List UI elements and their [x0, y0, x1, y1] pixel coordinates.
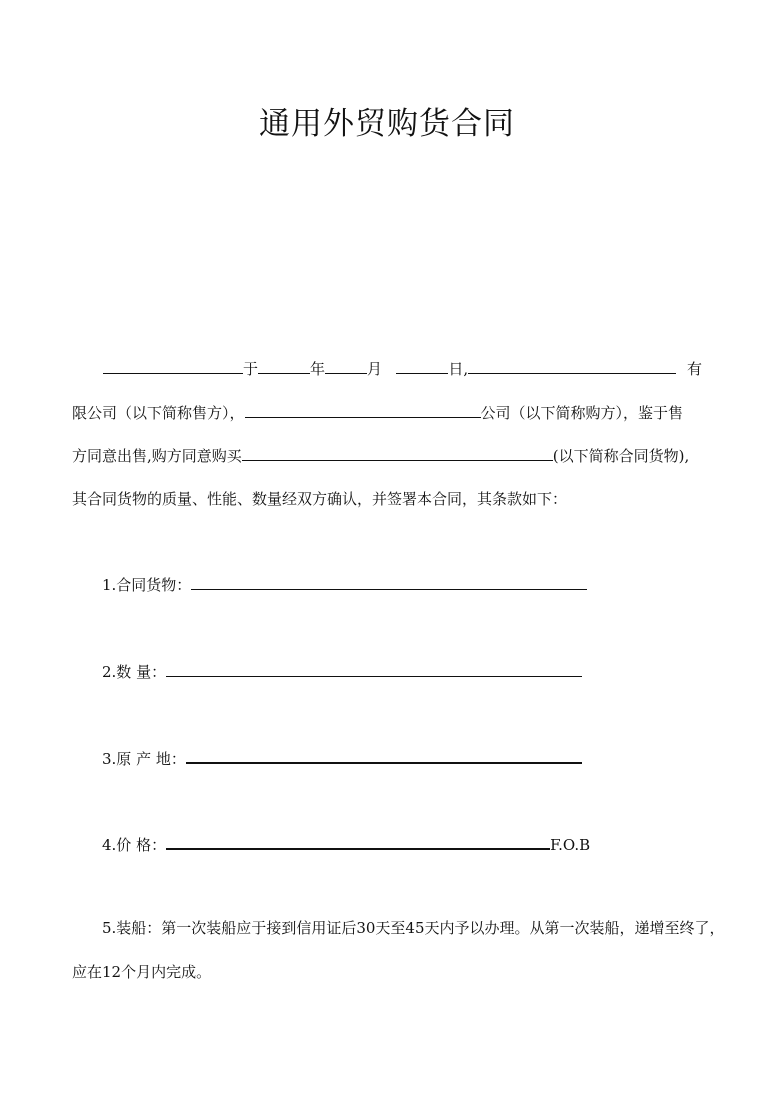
- text-seller-abbrev: 限公司（以下简称售方），: [72, 404, 245, 422]
- text-ri: 日,: [448, 360, 469, 378]
- seller-blank[interactable]: [468, 358, 676, 374]
- intro-line-3: [72, 445, 689, 466]
- goods-field[interactable]: [191, 574, 587, 590]
- text-nian: 年: [310, 360, 326, 378]
- intro-line-1: [103, 358, 676, 379]
- item-quantity: [102, 661, 582, 682]
- text-you: 有: [686, 360, 702, 378]
- day-blank[interactable]: [396, 358, 448, 374]
- goods-label: 1.合同货物：: [102, 576, 192, 594]
- text-buyer-abbrev: 公司（以下简称购方），鉴于售: [480, 404, 684, 422]
- item-price: [102, 833, 590, 855]
- document-title: 通用外贸购货合同: [259, 106, 515, 142]
- price-field[interactable]: [166, 833, 550, 850]
- item-shipment-2: 应在12个月内完成。: [72, 963, 212, 981]
- intro-line-4: 其合同货物的质量、性能、数量经双方确认，并签署本合同，其条款如下：: [72, 490, 568, 508]
- quantity-field[interactable]: [166, 661, 582, 677]
- price-label: 4.价 格：: [102, 836, 167, 854]
- text-agree: 方同意出售,购方同意购买: [72, 447, 242, 465]
- month-blank[interactable]: [325, 358, 367, 374]
- party-blank[interactable]: [103, 358, 243, 374]
- origin-field[interactable]: [186, 747, 582, 764]
- text-yue: 月: [367, 360, 383, 378]
- origin-label: 3.原 产 地：: [102, 750, 186, 768]
- item-origin: [102, 747, 582, 769]
- quantity-label: 2.数 量：: [102, 663, 167, 681]
- goods-name-blank[interactable]: [242, 445, 553, 461]
- buyer-blank[interactable]: [245, 402, 481, 418]
- text-yu: 于: [243, 360, 259, 378]
- text-goods-abbrev: (以下简称合同货物),: [552, 447, 690, 465]
- price-term: F.O.B: [550, 836, 591, 854]
- item-shipment-1: 5.装船：第一次装船应于接到信用证后30天至45天内予以办理。从第一次装船，递增至终了，: [102, 919, 725, 937]
- item-goods: [102, 574, 587, 595]
- intro-line-2: [72, 402, 683, 423]
- year-blank[interactable]: [258, 358, 310, 374]
